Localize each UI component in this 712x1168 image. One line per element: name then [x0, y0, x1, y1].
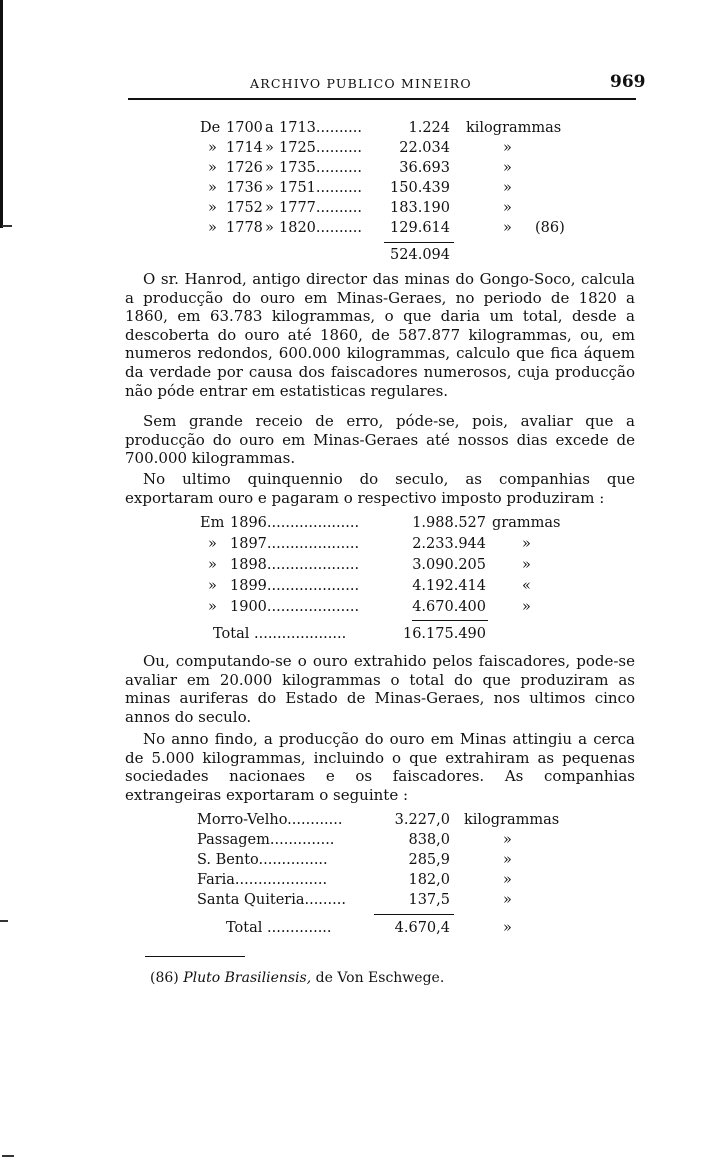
scan-edge-bar: [0, 0, 3, 228]
unit: »: [503, 180, 512, 196]
unit: »: [503, 852, 512, 868]
row-prefix: »: [208, 180, 217, 196]
value: 22.034: [399, 140, 450, 156]
value: 2.233.944: [412, 536, 486, 552]
unit: »: [503, 872, 512, 888]
unit: »: [503, 220, 512, 236]
running-header-title: ARCHIVO PUBLICO MINEIRO: [250, 76, 472, 91]
separator: »: [265, 140, 274, 156]
year-from: 1714: [226, 140, 263, 156]
row-prefix: »: [208, 599, 217, 615]
paragraph: [125, 652, 635, 726]
company-name: Morro-Velho............: [197, 812, 343, 828]
separator: »: [265, 180, 274, 196]
unit: »: [503, 920, 512, 936]
scan-mark: [2, 225, 12, 227]
year: 1899....................: [230, 578, 360, 594]
header-rule: [128, 98, 636, 100]
row-prefix: »: [208, 220, 217, 236]
year: 1897....................: [230, 536, 360, 552]
paragraph-text: No ultimo quinquennio do seculo, as companhias que exportaram ouro e pagaram o respectivo imposto produziram :: [125, 470, 635, 507]
total-label: Total ....................: [213, 626, 347, 642]
year-from: 1726: [226, 160, 263, 176]
value: 129.614: [390, 220, 450, 236]
paragraph-text: Ou, computando-se o ouro extrahido pelos faiscadores, pode-se avaliar em 20.000 kilogrammas o total do que produziram as minas auriferas do Estado de Minas-Geraes, nos ultimos cinco annos do seculo.: [125, 652, 635, 726]
row-prefix: »: [208, 160, 217, 176]
paragraph: [125, 730, 635, 804]
value: 285,9: [408, 852, 450, 868]
value: 182,0: [408, 872, 450, 888]
unit: kilogrammas: [466, 120, 562, 136]
separator: »: [265, 220, 274, 236]
unit: »: [503, 832, 512, 848]
row-prefix: »: [208, 578, 217, 594]
row-prefix: »: [208, 536, 217, 552]
unit: »: [503, 892, 512, 908]
value: 3.090.205: [412, 557, 486, 573]
company-name: S. Bento...............: [197, 852, 328, 868]
scan-mark: [2, 1155, 14, 1157]
row-prefix: »: [208, 557, 217, 573]
sum-rule: [374, 914, 454, 915]
row-prefix: De: [200, 120, 221, 136]
separator: »: [265, 160, 274, 176]
value: 150.439: [390, 180, 450, 196]
row-prefix: »: [208, 200, 217, 216]
footnote-title: Pluto Brasiliensis,: [183, 970, 312, 986]
company-name: Santa Quiteria.........: [197, 892, 346, 908]
total-value: 524.094: [390, 247, 450, 263]
value: 1.224: [408, 120, 450, 136]
paragraph-text: O sr. Hanrod, antigo director das minas do Gongo-Soco, calcula a producção do ouro em Minas-Geraes, no periodo de 1820 a 1860, em 63.783 kilogrammas, o que daria um total, desde a descoberta do ouro até 1860, de 587.877 kilogrammas, ou, em numeros redondos, 600.000 kilogrammas, calculo que fica áquem da verdade por causa dos faiscadores numerosos, cuja producção não póde entrar em estatisticas regulares.: [125, 270, 635, 400]
unit: »: [503, 200, 512, 216]
unit: »: [522, 536, 531, 552]
unit: grammas: [492, 515, 561, 531]
paragraph: [125, 470, 635, 507]
footnote-text: de Von Eschwege.: [315, 970, 445, 986]
value: 183.190: [390, 200, 450, 216]
year-from: 1778: [226, 220, 263, 236]
footnote-rule: [145, 956, 245, 957]
paragraph-text: No anno findo, a producção do ouro em Minas attingiu a cerca de 5.000 kilogrammas, incluindo o que extrahiram as pequenas sociedades nacionaes e os faiscadores. As companhias extrangeiras exportaram o seguinte :: [125, 730, 635, 804]
value: 4.670.400: [412, 599, 486, 615]
unit: «: [522, 578, 531, 594]
paragraph: [125, 270, 635, 400]
page-number: 969: [610, 72, 646, 92]
sum-rule: [412, 620, 488, 621]
unit: »: [522, 599, 531, 615]
value: 137,5: [408, 892, 450, 908]
footnote-ref: (86): [535, 220, 565, 236]
company-name: Passagem..............: [197, 832, 335, 848]
year-from: 1700: [226, 120, 263, 136]
year-from: 1736: [226, 180, 263, 196]
total-label: Total ..............: [226, 920, 332, 936]
footnote: [150, 970, 444, 986]
separator: a: [265, 120, 274, 136]
footnote-number: (86): [150, 970, 179, 986]
year-from: 1752: [226, 200, 263, 216]
company-name: Faria....................: [197, 872, 328, 888]
scan-mark: [0, 920, 8, 922]
value: 838,0: [408, 832, 450, 848]
year-to: 1820..........: [279, 220, 362, 236]
value: 3.227,0: [394, 812, 450, 828]
row-prefix: Em: [200, 515, 225, 531]
year: 1896....................: [230, 515, 360, 531]
paragraph: [125, 412, 635, 468]
value: 1.988.527: [412, 515, 486, 531]
year-to: 1725..........: [279, 140, 362, 156]
total-value: 16.175.490: [402, 626, 486, 642]
row-prefix: »: [208, 140, 217, 156]
total-value: 4.670,4: [394, 920, 450, 936]
unit: kilogrammas: [464, 812, 560, 828]
separator: »: [265, 200, 274, 216]
paragraph-text: Sem grande receio de erro, póde-se, pois, avaliar que a producção do ouro em Minas-Geraes até nossos dias excede de 700.000 kilogrammas.: [125, 412, 635, 468]
year-to: 1751..........: [279, 180, 362, 196]
year-to: 1713..........: [279, 120, 362, 136]
unit: »: [503, 140, 512, 156]
year: 1900....................: [230, 599, 360, 615]
value: 36.693: [399, 160, 450, 176]
unit: »: [522, 557, 531, 573]
year-to: 1735..........: [279, 160, 362, 176]
year-to: 1777..........: [279, 200, 362, 216]
unit: »: [503, 160, 512, 176]
year: 1898....................: [230, 557, 360, 573]
value: 4.192.414: [412, 578, 486, 594]
sum-rule: [384, 242, 454, 243]
